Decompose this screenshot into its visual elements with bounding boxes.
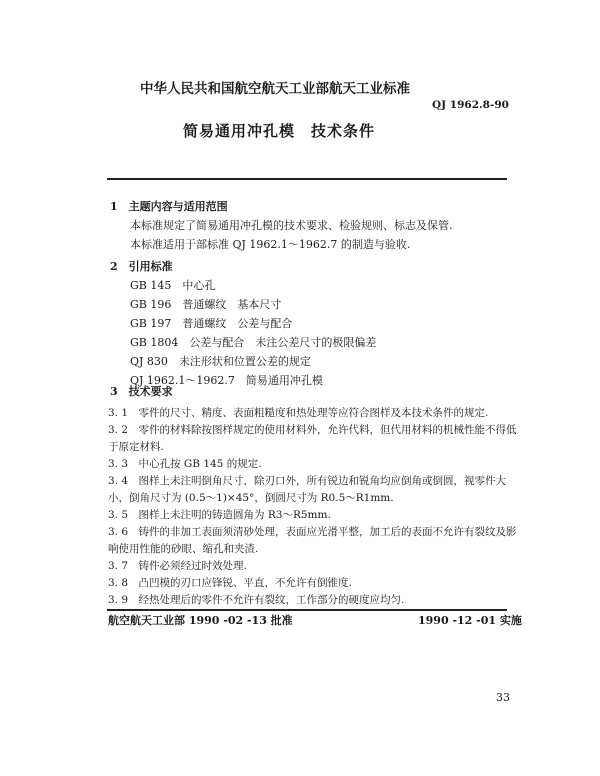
header-rule <box>107 178 507 180</box>
requirement-line: 3. 1 零件的尺寸、精度、表面粗糙度和热处理等应符合图样及本技术条件的规定. <box>108 407 489 419</box>
section-1-heading: 1 主题内容与适用范围 <box>110 200 228 213</box>
effective-date: 1990 -12 -01 实施 <box>418 614 522 627</box>
requirement-line: 3. 2 零件的材料除按图样规定的使用材料外，允许代料，但代用材料的机械性能不得低 <box>108 424 517 436</box>
section-3-heading: 3 技术要求 <box>110 385 173 398</box>
section-2-heading: 2 引用标准 <box>110 260 173 273</box>
requirement-line: 3. 6 铸件的非加工表面须清砂处理，表面应光滑平整，加工后的表面不允许有裂纹及影 <box>108 526 517 538</box>
reference-item: QJ 830 未注形状和位置公差的规定 <box>130 355 311 368</box>
requirement-line: 3. 9 经热处理后的零件不允许有裂纹，工作部分的硬度应均匀. <box>108 594 405 606</box>
requirement-line: 响使用性能的砂眼、缩孔和夹渣. <box>108 543 259 555</box>
requirement-line: 3. 3 中心孔按 GB 145 的规定. <box>108 458 262 470</box>
reference-item: QJ 1962.1～1962.7 简易通用冲孔模 <box>130 374 323 387</box>
reference-item: GB 145 中心孔 <box>130 279 216 292</box>
requirement-line: 3. 7 铸件必须经过时效处理. <box>108 560 247 572</box>
section-1-para: 本标准适用于部标准 QJ 1962.1～1962.7 的制造与验收. <box>130 238 411 251</box>
document-title: 简易通用冲孔模 技术条件 <box>183 122 376 140</box>
requirement-line: 3. 5 图样上未注明的铸造圆角为 R3～R5mm. <box>108 509 331 521</box>
reference-item: GB 197 普通螺纹 公差与配合 <box>130 317 293 330</box>
requirement-line: 于原定材料. <box>108 441 164 453</box>
issuer-title: 中华人民共和国航空航天工业部航天工业标准 <box>140 81 410 97</box>
standard-code: QJ 1962.8-90 <box>432 99 509 111</box>
requirement-line: 小，倒角尺寸为 (0.5～1)×45°，倒圆尺寸为 R0.5～R1mm. <box>108 492 394 504</box>
section-1-para: 本标准规定了简易通用冲孔模的技术要求、检验规则、标志及保管. <box>130 219 453 232</box>
requirement-line: 3. 8 凸凹模的刃口应锋锐、平直，不允许有倒锥度. <box>108 577 352 589</box>
page-number: 33 <box>496 691 510 704</box>
approval-date: 航空航天工业部 1990 -02 -13 批准 <box>108 614 293 627</box>
reference-item: GB 196 普通螺纹 基本尺寸 <box>130 298 282 311</box>
footer-rule <box>107 609 507 611</box>
reference-item: GB 1804 公差与配合 未注公差尺寸的极限偏差 <box>130 336 377 349</box>
requirement-line: 3. 4 图样上未注明倒角尺寸，除刃口外，所有锐边和锐角均应倒角或倒圆，视零件大 <box>108 475 507 487</box>
